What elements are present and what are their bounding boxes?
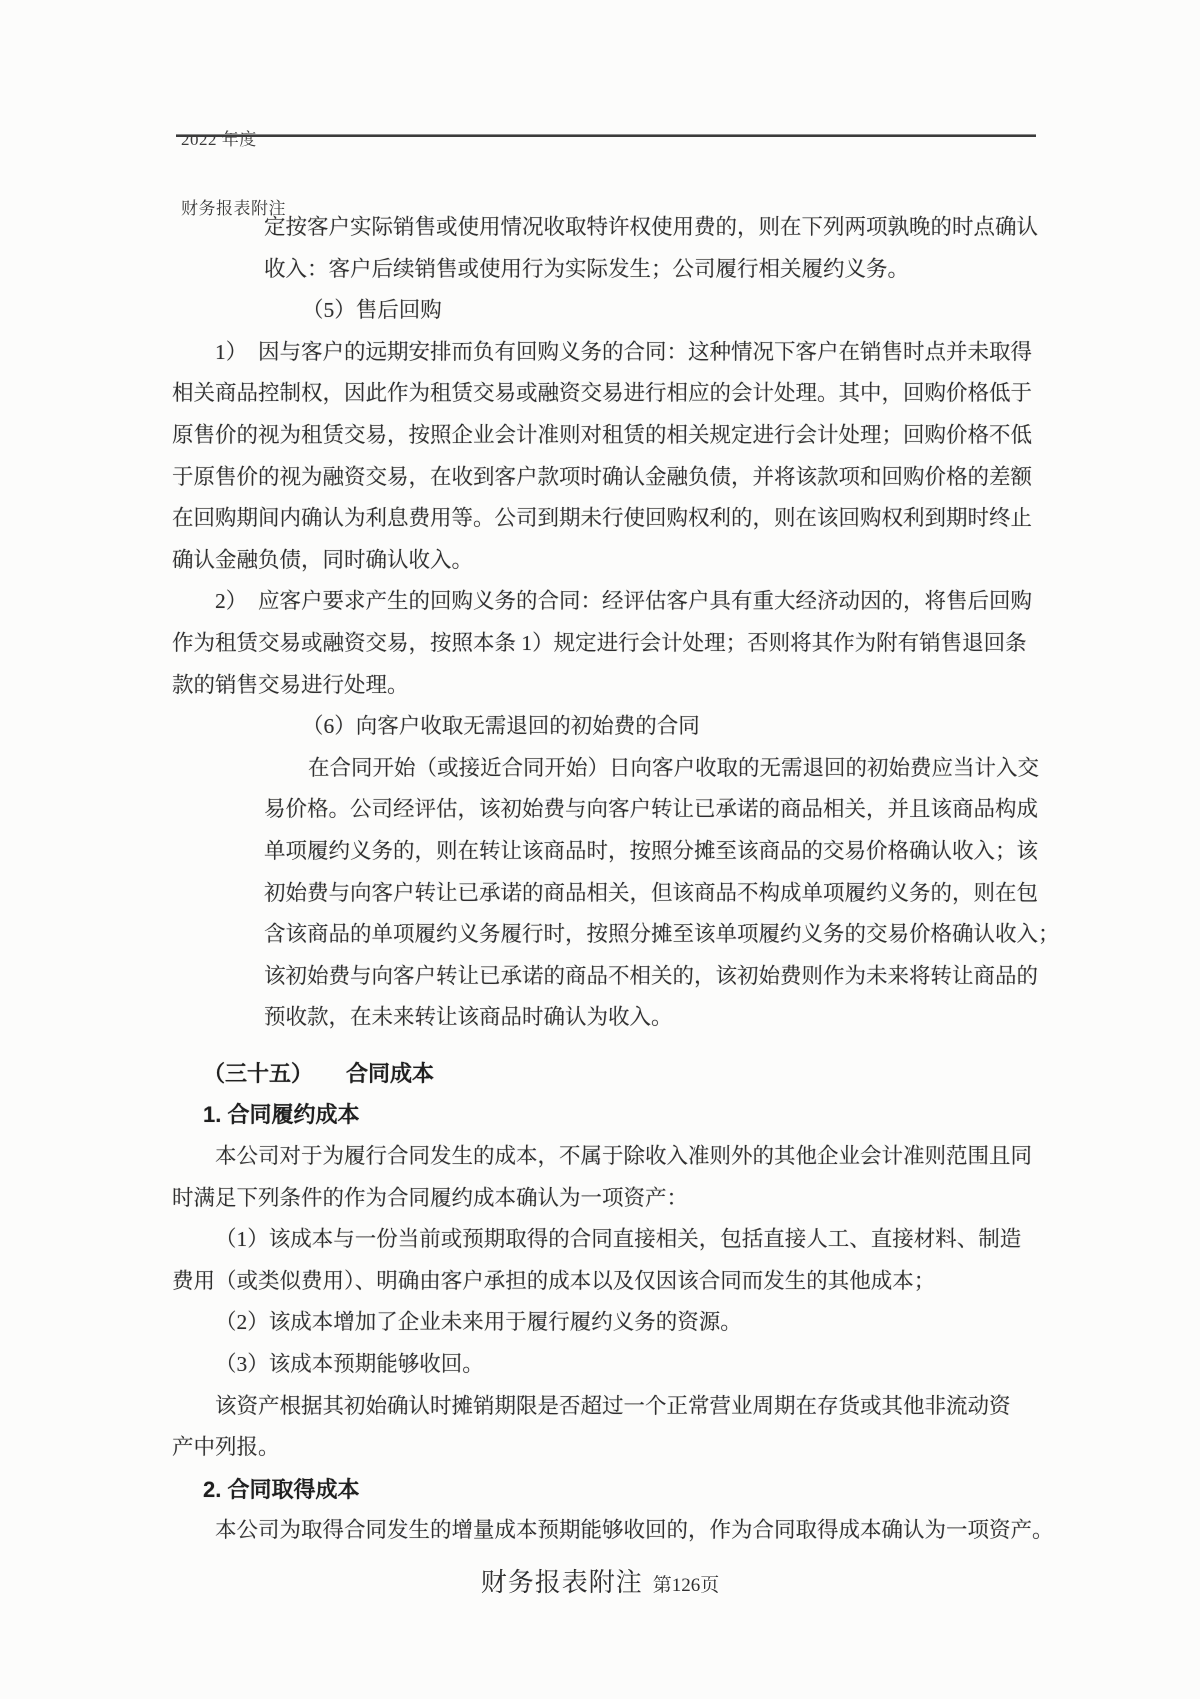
subsection-heading: （6）向客户收取无需退回的初始费的合同 bbox=[302, 714, 700, 739]
text-line: 时满足下列条件的作为合同履约成本确认为一项资产： bbox=[172, 1185, 689, 1210]
text-line: 该资产根据其初始确认时摊销期限是否超过一个正常营业周期在存货或其他非流动资 bbox=[215, 1393, 1011, 1418]
text-line: 相关商品控制权，因此作为租赁交易或融资交易进行相应的会计处理。其中，回购价格低于 bbox=[172, 381, 1033, 406]
text-line: 原售价的视为租赁交易，按照企业会计准则对租赁的相关规定进行会计处理；回购价格不低 bbox=[172, 422, 1033, 447]
text-line: 该初始费与向客户转让已承诺的商品不相关的，该初始费则作为未来将转让商品的 bbox=[264, 963, 1039, 988]
text-line: 2） 应客户要求产生的回购义务的合同：经评估客户具有重大经济动因的，将售后回购 bbox=[215, 589, 1033, 614]
text-line: 产中列报。 bbox=[172, 1435, 280, 1460]
footer-doc-title: 财务报表附注 bbox=[480, 1568, 643, 1597]
text-line: 费用（或类似费用）、明确由客户承担的成本以及仅因该合同而发生的其他成本； bbox=[172, 1268, 936, 1293]
text-line: 作为租赁交易或融资交易，按照本条 1）规定进行会计处理；否则将其作为附有销售退回条 bbox=[172, 630, 1027, 655]
text-line: （1）该成本与一份当前或预期取得的合同直接相关，包括直接人工、直接材料、制造 bbox=[215, 1227, 1022, 1252]
text-line: 收入：客户后续销售或使用行为实际发生；公司履行相关履约义务。 bbox=[264, 256, 910, 281]
text-line: 定按客户实际销售或使用情况收取特许权使用费的，则在下列两项孰晚的时点确认 bbox=[264, 215, 1039, 239]
text-line: 在合同开始（或接近合同开始）日向客户收取的无需退回的初始费应当计入交 bbox=[308, 755, 1040, 780]
text-line: 单项履约义务的，则在转让该商品时，按照分摊至该商品的交易价格确认收入；该 bbox=[264, 838, 1039, 863]
section-heading: 1. 合同履约成本 bbox=[203, 1102, 360, 1128]
document-body bbox=[172, 207, 1072, 1552]
text-line: 初始费与向客户转让已承诺的商品相关，但该商品不构成单项履约义务的，则在包 bbox=[264, 880, 1039, 905]
section-heading: 2. 合同取得成本 bbox=[203, 1476, 360, 1502]
subsection-heading: （5）售后回购 bbox=[302, 298, 442, 323]
page-footer bbox=[0, 1562, 1200, 1599]
text-line: 预收款，在未来转让该商品时确认为收入。 bbox=[264, 1005, 673, 1030]
text-line: 含该商品的单项履约义务履行时，按照分摊至该单项履约义务的交易价格确认收入； bbox=[264, 922, 1060, 947]
header-year: 2022 年度 bbox=[181, 130, 257, 149]
text-line: 在回购期间内确认为利息费用等。公司到期未行使回购权利的，则在该回购权利到期时终止 bbox=[172, 506, 1033, 531]
text-line: 确认金融负债，同时确认收入。 bbox=[172, 547, 474, 572]
section-heading: （三十五） 合同成本 bbox=[203, 1060, 435, 1086]
header-rule bbox=[176, 134, 1036, 137]
text-line: （3）该成本预期能够收回。 bbox=[215, 1352, 484, 1377]
text-line: （2）该成本增加了企业未来用于履行履约义务的资源。 bbox=[215, 1310, 742, 1335]
footer-page-number: 第126页 bbox=[652, 1575, 720, 1596]
text-line: 易价格。公司经评估，该初始费与向客户转让已承诺的商品相关，并且该商品构成 bbox=[264, 797, 1039, 822]
text-line: 本公司为取得合同发生的增量成本预期能够收回的，作为合同取得成本确认为一项资产。 bbox=[215, 1518, 1054, 1543]
text-line: 款的销售交易进行处理。 bbox=[172, 672, 409, 697]
header-doc-title: 财务报表附注 bbox=[181, 199, 286, 218]
text-line: 于原售价的视为融资交易，在收到客户款项时确认金融负债，并将该款项和回购价格的差额 bbox=[172, 464, 1033, 489]
text-line: 本公司对于为履行合同发生的成本，不属于除收入准则外的其他企业会计准则范围且同 bbox=[215, 1144, 1033, 1169]
text-line: 1） 因与客户的远期安排而负有回购义务的合同：这种情况下客户在销售时点并未取得 bbox=[215, 339, 1033, 364]
